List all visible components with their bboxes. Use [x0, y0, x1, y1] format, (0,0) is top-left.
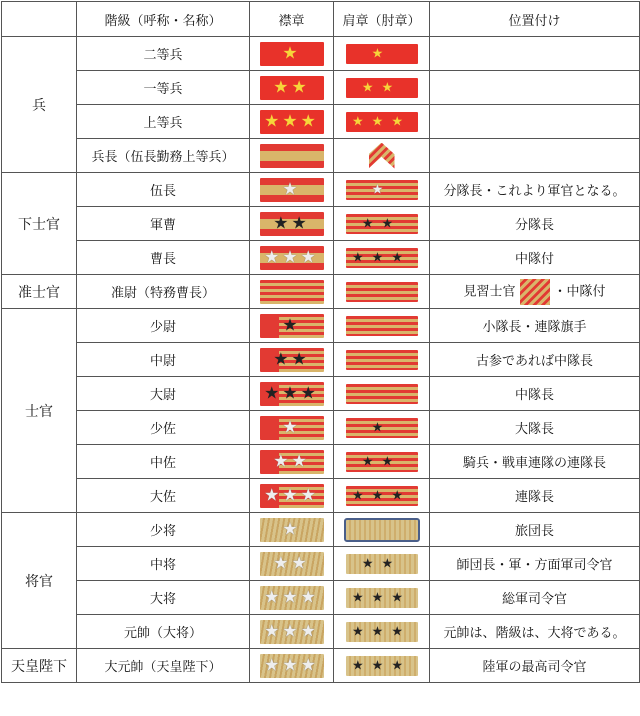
collar-insignia — [250, 139, 334, 173]
star-icon: ★ — [371, 46, 392, 61]
shoulder-insignia — [334, 37, 430, 71]
star-icon: ★ — [282, 179, 301, 199]
star-icon: ★★★ — [352, 114, 411, 129]
collar-patch-icon — [520, 279, 550, 305]
shoulder-insignia — [334, 207, 430, 241]
position: 総軍司令官 — [430, 581, 640, 615]
table-row — [2, 309, 640, 343]
star-icon: ★★★ — [352, 624, 411, 639]
position-text: ・中隊付 — [553, 284, 606, 299]
star-icon: ★★★ — [264, 247, 319, 267]
rank-name: 伍長 — [77, 173, 250, 207]
rank-name: 中佐 — [77, 445, 250, 479]
star-icon: ★★ — [273, 451, 310, 471]
shoulder-insignia — [334, 105, 430, 139]
position: 分隊長 — [430, 207, 640, 241]
collar-insignia — [250, 581, 334, 615]
rank-name: 二等兵 — [77, 37, 250, 71]
collar-insignia — [250, 377, 334, 411]
rank-name: 少将 — [77, 513, 250, 547]
rank-name: 大将 — [77, 581, 250, 615]
position: 古参であれば中隊長 — [430, 343, 640, 377]
star-icon: ★★ — [273, 553, 310, 573]
position: 連隊長 — [430, 479, 640, 513]
table-row — [2, 479, 640, 513]
position: 中隊付 — [430, 241, 640, 275]
collar-insignia — [250, 309, 334, 343]
shoulder-insignia — [334, 649, 430, 683]
table-row — [2, 139, 640, 173]
group-shokan: 将官 — [2, 513, 77, 649]
star-icon: ★★ — [273, 213, 310, 233]
rank-name: 大元帥（天皇陛下） — [77, 649, 250, 683]
shoulder-insignia — [334, 309, 430, 343]
position — [430, 275, 640, 309]
shoulder-insignia — [334, 615, 430, 649]
rank-name: 上等兵 — [77, 105, 250, 139]
shoulder-insignia — [334, 377, 430, 411]
group-junshikan: 准士官 — [2, 275, 77, 309]
table-row — [2, 37, 640, 71]
collar-insignia — [250, 513, 334, 547]
table-row — [2, 513, 640, 547]
header-shoulder: 肩章（肘章） — [334, 2, 430, 37]
table-row — [2, 343, 640, 377]
shoulder-insignia — [334, 71, 430, 105]
star-icon: ★★★ — [264, 621, 319, 641]
position: 分隊長・これより軍官となる。 — [430, 173, 640, 207]
rank-name: 中将 — [77, 547, 250, 581]
table-row — [2, 411, 640, 445]
table-row — [2, 547, 640, 581]
star-icon: ★★ — [361, 80, 402, 95]
rank-name: 大尉 — [77, 377, 250, 411]
collar-insignia — [250, 547, 334, 581]
star-icon: ★★ — [273, 77, 310, 97]
table-row — [2, 207, 640, 241]
table-row — [2, 445, 640, 479]
group-hei: 兵 — [2, 37, 77, 173]
star-icon: ★★★ — [264, 485, 319, 505]
collar-insignia — [250, 105, 334, 139]
position — [430, 37, 640, 71]
rank-name: 軍曹 — [77, 207, 250, 241]
position: 小隊長・連隊旗手 — [430, 309, 640, 343]
group-shikan: 士官 — [2, 309, 77, 513]
collar-insignia — [250, 275, 334, 309]
collar-insignia — [250, 479, 334, 513]
table-row — [2, 71, 640, 105]
star-icon: ★★ — [361, 216, 402, 231]
star-icon: ★ — [282, 43, 301, 63]
table-row — [2, 377, 640, 411]
group-kashikan: 下士官 — [2, 173, 77, 275]
position: 騎兵・戦車連隊の連隊長 — [430, 445, 640, 479]
collar-insignia — [250, 615, 334, 649]
shoulder-insignia — [334, 411, 430, 445]
position: 大隊長 — [430, 411, 640, 445]
header-row — [2, 2, 640, 37]
star-icon: ★★★ — [352, 658, 411, 673]
shoulder-insignia — [334, 547, 430, 581]
shoulder-insignia — [334, 275, 430, 309]
star-icon: ★ — [282, 519, 301, 539]
header-group — [2, 2, 77, 37]
star-icon: ★★★ — [264, 655, 319, 675]
shoulder-insignia — [334, 343, 430, 377]
position — [430, 71, 640, 105]
star-icon: ★ — [282, 315, 301, 335]
rank-name: 元帥（大将） — [77, 615, 250, 649]
star-icon: ★★★ — [264, 383, 319, 403]
rank-name: 兵長（伍長勤務上等兵） — [77, 139, 250, 173]
rank-name: 准尉（特務曹長） — [77, 275, 250, 309]
star-icon: ★★ — [361, 454, 402, 469]
shoulder-insignia — [334, 479, 430, 513]
collar-insignia — [250, 241, 334, 275]
star-icon: ★★★ — [352, 590, 411, 605]
position: 中隊長 — [430, 377, 640, 411]
rank-name: 一等兵 — [77, 71, 250, 105]
header-position: 位置付け — [430, 2, 640, 37]
rank-name: 曹長 — [77, 241, 250, 275]
star-icon: ★ — [371, 420, 392, 435]
table-row — [2, 615, 640, 649]
star-icon: ★ — [282, 417, 301, 437]
chevron-icon — [369, 143, 395, 169]
table-row — [2, 649, 640, 683]
collar-insignia — [250, 411, 334, 445]
shoulder-insignia — [334, 513, 430, 547]
position — [430, 105, 640, 139]
shoulder-insignia — [334, 445, 430, 479]
table-row — [2, 105, 640, 139]
position-text: 見習士官 — [463, 284, 516, 299]
position — [430, 139, 640, 173]
collar-insignia — [250, 71, 334, 105]
shoulder-insignia — [334, 139, 430, 173]
group-tenno: 天皇陛下 — [2, 649, 77, 683]
star-icon: ★★★ — [264, 111, 319, 131]
rank-name: 少尉 — [77, 309, 250, 343]
collar-insignia — [250, 343, 334, 377]
star-icon: ★★★ — [352, 250, 411, 265]
rank-table — [1, 1, 640, 683]
table-row — [2, 275, 640, 309]
table-row — [2, 241, 640, 275]
star-icon: ★★ — [361, 556, 402, 571]
position: 師団長・軍・方面軍司令官 — [430, 547, 640, 581]
table-row — [2, 581, 640, 615]
rank-name: 大佐 — [77, 479, 250, 513]
header-collar: 襟章 — [250, 2, 334, 37]
star-icon: ★★ — [273, 349, 310, 369]
rank-name: 少佐 — [77, 411, 250, 445]
star-icon: ★★★ — [264, 587, 319, 607]
collar-insignia — [250, 649, 334, 683]
shoulder-insignia — [334, 581, 430, 615]
rank-name: 中尉 — [77, 343, 250, 377]
collar-insignia — [250, 445, 334, 479]
table-row — [2, 173, 640, 207]
header-rank: 階級（呼称・名称） — [77, 2, 250, 37]
shoulder-insignia — [334, 173, 430, 207]
star-icon: ★★★ — [352, 488, 411, 503]
collar-insignia — [250, 173, 334, 207]
shoulder-insignia — [334, 241, 430, 275]
position: 旅団長 — [430, 513, 640, 547]
collar-insignia — [250, 207, 334, 241]
position: 陸軍の最高司令官 — [430, 649, 640, 683]
collar-insignia — [250, 37, 334, 71]
position: 元帥は、階級は、大将である。 — [430, 615, 640, 649]
star-icon: ★ — [371, 182, 392, 197]
